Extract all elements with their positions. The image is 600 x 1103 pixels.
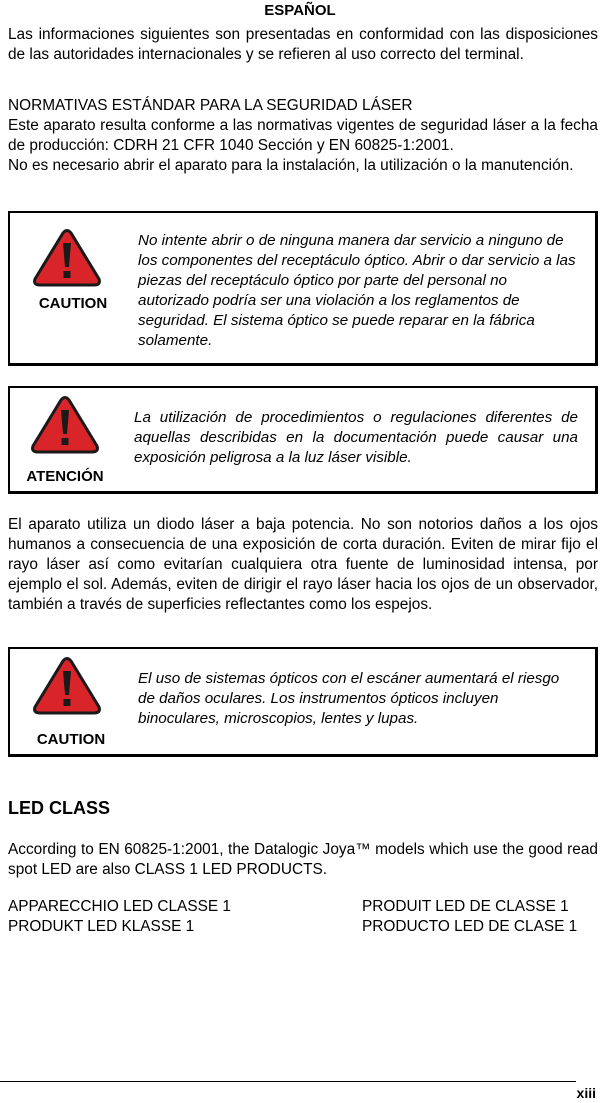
caution-box-1 <box>8 211 598 366</box>
led-class-title: LED CLASS <box>8 798 111 818</box>
warning-triangle-icon <box>32 229 102 287</box>
laser-standards-text: Este aparato resulta conforme a las normativas vigentes de seguridad láser a la fecha de producción: CDRH 21 CFR 1040 Sección y EN 60825-1:2001. <box>8 117 598 154</box>
footer-divider <box>0 1081 576 1082</box>
caution-label-2: CAUTION <box>36 731 106 748</box>
warning-triangle-icon <box>30 396 100 454</box>
atencion-label: ATENCIÓN <box>26 468 104 485</box>
laser-standards-text-2: No es necesario abrir el aparato para la instalación, la utilización o la manutención. <box>8 157 574 174</box>
page-number: xiii <box>576 1085 596 1101</box>
led-label-it: APPARECCHIO LED CLASSE 1 <box>8 898 231 915</box>
caution-text: No intente abrir o de ninguna manera dar servicio a ninguno de los componentes del receptáculo óptico. Abrir o dar servicio a las piezas del receptáculo óptico por parte del personal no autorizado podría ser una violación a los reglamentos de seguridad. El sistema óptico se puede reparar en la fábrica solamente. <box>138 232 576 349</box>
led-label-es: PRODUCTO LED DE CLASE 1 <box>362 918 578 935</box>
led-class-text: According to EN 60825-1:2001, the Datalogic Joya™ models which use the good read spot LED are also CLASS 1 LED PRODUCTS. <box>8 841 598 878</box>
page-heading: ESPAÑOL <box>264 2 336 19</box>
intro-paragraph: Las informaciones siguientes son presentadas en conformidad con las disposiciones de las autoridades internacionales y se refieren al uso correcto del terminal. <box>8 26 598 63</box>
atencion-box <box>8 386 598 494</box>
led-label-de: PRODUKT LED KLASSE 1 <box>8 918 195 935</box>
warning-triangle-icon <box>32 657 102 715</box>
atencion-text: La utilización de procedimientos o regulaciones diferentes de aquellas describidas en la documentación puede causar una exposición peligrosa a la luz láser visible. <box>134 409 578 466</box>
caution-label: CAUTION <box>38 295 108 312</box>
diode-paragraph: El aparato utiliza un diodo láser a baja potencia. No son notorios daños a los ojos humanos a consecuencia de una exposición de corta duración. Eviten de mirar fijo el rayo láser así como evitarían cualquiera otra fuente de luminosidad intensa, por ejemplo el sol. Además, eviten de dirigir el rayo láser hacia los ojos de un observador, también a través de superficies reflectantes como los espejos. <box>8 516 598 613</box>
caution-box-2 <box>8 647 598 757</box>
led-label-fr: PRODUIT LED DE CLASSE 1 <box>362 898 569 915</box>
caution-text-2: El uso de sistemas ópticos con el escáner aumentará el riesgo de daños oculares. Los instrumentos ópticos incluyen binoculares, microscopios, lentes y lupas. <box>138 670 560 727</box>
laser-standards-title: NORMATIVAS ESTÁNDAR PARA LA SEGURIDAD LÁSER <box>8 97 413 114</box>
